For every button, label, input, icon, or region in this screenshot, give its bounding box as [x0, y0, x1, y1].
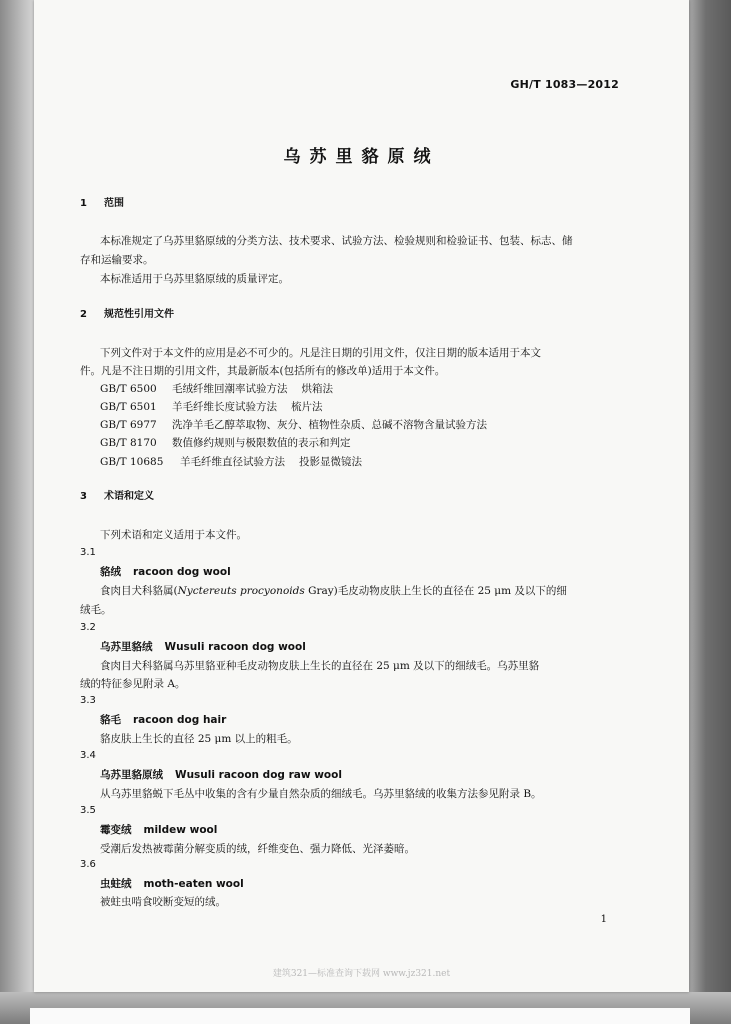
term-zh: 霉变绒	[100, 824, 132, 836]
term-definition: 貉皮肤上生长的直径 25 μm 以上的粗毛。	[100, 733, 298, 745]
document-title: 乌苏里貉原绒	[283, 147, 440, 167]
reference-subtitle: 烘箱法	[301, 383, 333, 395]
section-title: 规范性引用文件	[104, 309, 174, 320]
term-en: racoon dog hair	[133, 714, 227, 726]
section-number: 3	[80, 491, 87, 502]
term-heading	[100, 713, 226, 727]
term-heading	[100, 877, 244, 891]
term-definition: 从乌苏里貉蜕下毛丛中收集的含有少量自然杂质的细绒毛。乌苏里貉绒的收集方法参见附录 B。	[100, 788, 542, 800]
reference-code: GB/T 6977	[100, 419, 157, 431]
term-zh: 貉绒	[100, 566, 121, 578]
clause-number: 3.3	[80, 695, 96, 706]
term-definition: 受潮后发热被霉菌分解变质的绒，纤维变色、强力降低、光泽萎暗。	[100, 843, 415, 855]
term-definition-cont: 绒的特征参见附录 A。	[80, 678, 186, 690]
paragraph-line: 本标准规定了乌苏里貉原绒的分类方法、技术要求、试验方法、检验规则和检验证书、包装、标志、储	[100, 235, 573, 247]
next-page-edge	[30, 1008, 690, 1024]
term-zh: 虫蛀绒	[100, 878, 132, 890]
section-title: 范围	[104, 198, 124, 209]
reference-title: 羊毛纤维长度试验方法	[172, 401, 277, 413]
reference-title: 毛绒纤维回潮率试验方法	[172, 383, 288, 395]
reference-item	[100, 382, 333, 396]
section-number: 1	[80, 198, 87, 209]
reference-code: GB/T 6501	[100, 401, 157, 413]
term-heading	[100, 768, 342, 782]
reference-code: GB/T 6500	[100, 383, 157, 395]
term-definition	[100, 584, 567, 598]
paragraph-line: 本标准适用于乌苏里貉原绒的质量评定。	[100, 273, 289, 285]
section-2-heading	[80, 308, 174, 322]
reference-item	[100, 455, 362, 469]
clause-number: 3.6	[80, 859, 96, 870]
term-heading	[100, 823, 217, 837]
term-zh: 乌苏里貉绒	[100, 641, 153, 653]
reference-title: 羊毛纤维直径试验方法	[180, 456, 285, 468]
paragraph-line: 件。凡是不注日期的引用文件，其最新版本(包括所有的修改单)适用于本文件。	[80, 365, 446, 377]
reference-item	[100, 436, 365, 450]
term-definition: 食肉目犬科貉属乌苏里貉亚种毛皮动物皮肤上生长的直径在 25 μm 及以下的细绒毛。乌苏里貉	[100, 660, 540, 672]
reference-code: GB/T 8170	[100, 437, 157, 449]
clause-number: 3.1	[80, 547, 96, 558]
term-en: moth-eaten wool	[143, 878, 244, 890]
clause-number: 3.2	[80, 622, 96, 633]
definition-text: Gray)毛皮动物皮肤上生长的直径在 25 μm 及以下的细	[304, 585, 567, 597]
reference-code: GB/T 10685	[100, 456, 164, 468]
reference-item	[100, 418, 501, 432]
reference-title: 洗净羊毛乙醇萃取物、灰分、植物性杂质、总碱不溶物含量试验方法	[172, 419, 487, 431]
term-en: Wusuli racoon dog wool	[164, 641, 306, 653]
term-zh: 貉毛	[100, 714, 121, 726]
term-en: racoon dog wool	[133, 566, 231, 578]
paragraph-line: 下列文件对于本文件的应用是必不可少的。凡是注日期的引用文件，仅注日期的版本适用于本文	[100, 347, 541, 359]
section-number: 2	[80, 309, 87, 320]
species-name: Nyctereuts procyonoids	[177, 585, 305, 597]
paragraph-line: 下列术语和定义适用于本文件。	[100, 529, 247, 541]
paragraph-line: 存和运输要求。	[80, 254, 154, 266]
reference-subtitle: 梳片法	[291, 401, 323, 413]
definition-text: 食肉目犬科貉属(	[100, 585, 178, 597]
section-3-heading	[80, 490, 154, 504]
section-1-heading	[80, 197, 124, 211]
clause-number: 3.4	[80, 750, 96, 761]
section-title: 术语和定义	[104, 491, 154, 502]
reference-subtitle: 投影显微镜法	[299, 456, 362, 468]
page-number: 1	[600, 914, 607, 925]
reference-title: 数值修约规则与极限数值的表示和判定	[172, 437, 351, 449]
scan-right-margin	[689, 0, 731, 1024]
reference-item	[100, 400, 323, 414]
term-zh: 乌苏里貉原绒	[100, 769, 163, 781]
term-heading	[100, 565, 231, 579]
scan-left-margin	[0, 0, 34, 1024]
watermark: 建筑321—标准查询下载网 www.jz321.net	[272, 969, 451, 979]
document-page	[34, 0, 689, 992]
standard-code: GH/T 1083—2012	[510, 78, 619, 91]
term-en: mildew wool	[143, 824, 218, 836]
term-en: Wusuli racoon dog raw wool	[175, 769, 342, 781]
term-definition: 被蛀虫啃食咬断变短的绒。	[100, 896, 226, 908]
term-definition-cont: 绒毛。	[80, 604, 112, 616]
term-heading	[100, 640, 306, 654]
clause-number: 3.5	[80, 805, 96, 816]
